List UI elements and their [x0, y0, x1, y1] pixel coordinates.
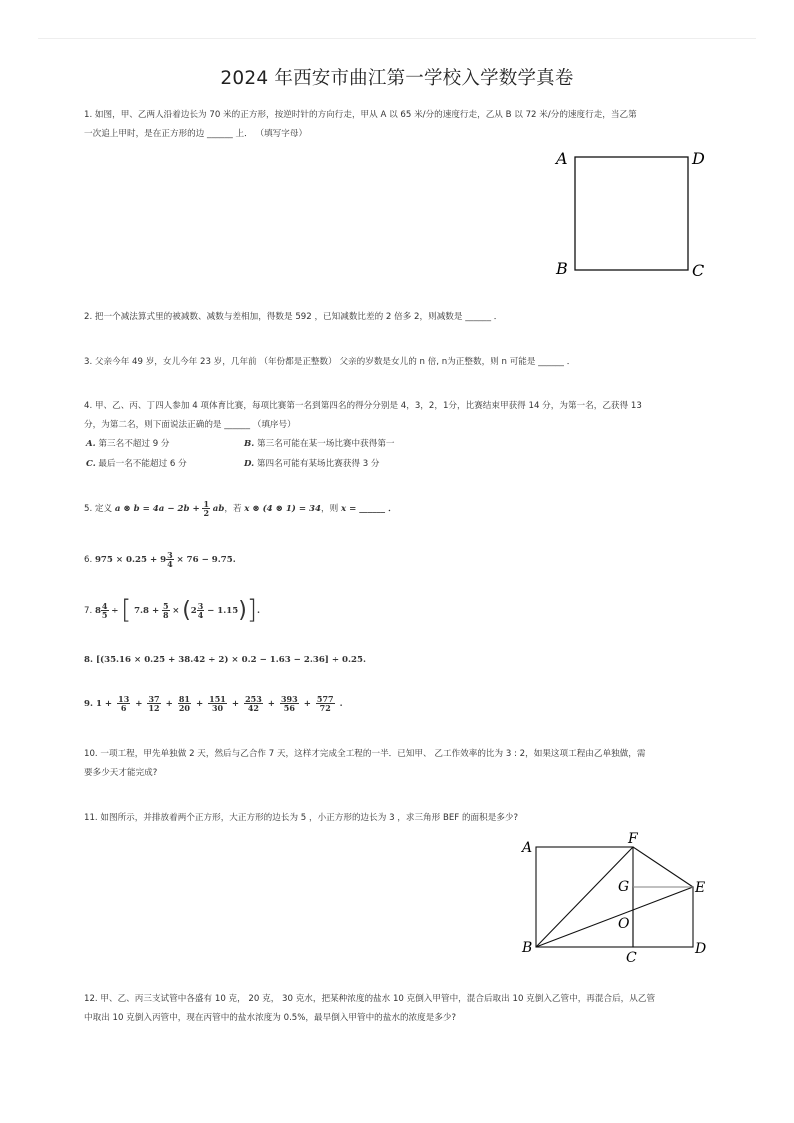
- question-5-definition: a ⊗ b = 4a − 2b +: [114, 504, 200, 514]
- fraction-den: 42: [244, 703, 263, 712]
- question-5-definition-tail: ab: [212, 504, 225, 514]
- header-divider: [38, 38, 756, 39]
- question-7-end: .: [256, 606, 260, 616]
- fraction-four-fifths: [101, 602, 109, 619]
- fraction-den: 12: [148, 703, 160, 713]
- question-1-line-1: 1. 如图，甲、乙两人沿着边长为 70 米的正方形，按逆时针的方向行走，甲从 A 以 65 米/分的速度行走，乙从 B 以 72 米/分的速度行走，当乙第: [84, 110, 637, 120]
- question-5-prefix: 5. 定义: [84, 504, 113, 514]
- option-d-letter: D.: [244, 459, 255, 469]
- question-11: 11. 如图所示，并排放着两个正方形，大正方形的边长为 5 ，小正方形的边长为 3 ，求三角形 BEF 的面积是多少?: [84, 813, 519, 823]
- question-9-fraction: [147, 695, 160, 712]
- plus-sign: +: [231, 699, 240, 709]
- label-e: E: [695, 880, 706, 896]
- question-9-terms: [115, 694, 336, 713]
- option-a-text: 第三名不超过 9 分: [98, 439, 170, 449]
- fraction-num: 37: [148, 694, 160, 704]
- fraction-three-quarters: [166, 551, 174, 568]
- fraction-den: 72: [316, 703, 335, 712]
- question-9-fraction: [117, 695, 130, 712]
- question-5-condition: x ⊗ (4 ⊗ 1) = 34: [244, 504, 322, 514]
- question-10: [84, 745, 724, 783]
- question-5-ask: x = ______ ．: [340, 504, 397, 514]
- label-g: G: [618, 879, 630, 895]
- fraction-den: 5: [101, 610, 108, 620]
- label-c: C: [692, 261, 705, 280]
- label-b: B: [556, 259, 568, 278]
- label-d: D: [692, 149, 705, 168]
- fraction-den: 6: [117, 703, 130, 712]
- times-sign: ×: [172, 606, 180, 616]
- fraction-den: 56: [280, 703, 299, 712]
- fraction-den: 2: [203, 508, 210, 518]
- question-12-line-1: 12. 甲、乙、丙三支试管中各盛有 10 克， 20 克， 30 克水，把某种浓度的盐水 10 克倒入甲管中，混合后取出 10 克倒入乙管中，再混合后，从乙管: [84, 994, 656, 1004]
- option-b: [244, 437, 395, 451]
- question-7-inner-a: 7.8 +: [134, 606, 160, 616]
- question-7-prefix: 7.: [84, 606, 93, 616]
- fraction-den: 8: [162, 610, 169, 620]
- segment-fe: [633, 847, 693, 887]
- fraction-num: 13: [118, 694, 130, 704]
- question-5-mid: ，若: [224, 504, 242, 514]
- question-2: 2. 把一个减法算式里的被减数、减数与差相加，得数是 592 ，已知减数比差的 2 倍多 2，则减数是 ______ ．: [84, 312, 503, 322]
- label-a: A: [522, 840, 533, 856]
- option-b-text: 第三名可能在某一场比赛中获得第一: [257, 439, 395, 449]
- small-square: [633, 887, 693, 947]
- page-title: 2024 年西安市曲江第一学校入学数学真卷: [220, 68, 574, 89]
- question-4-line-2: 分，为第二名，则下面说法正确的是 ______ （填序号）: [84, 420, 296, 430]
- question-6-expr-a: 975 × 0.25 + 9: [94, 555, 167, 565]
- label-b: B: [522, 940, 533, 956]
- question-10-line-1: 10. 一项工程，甲先单独做 2 天，然后与乙合作 7 天，这样才完成全工程的一半．已知甲、 乙工作效率的比为 3 : 2，如果这项工程由乙单独做，需: [84, 749, 646, 759]
- question-4: [84, 397, 724, 435]
- fraction-one-half: [202, 500, 210, 517]
- question-9-fraction: [316, 695, 335, 712]
- question-5-then: ，则: [321, 504, 339, 514]
- question-9-fraction: [280, 695, 299, 712]
- option-c-text: 最后一名不能超过 6 分: [98, 459, 187, 469]
- fraction-num: 253: [245, 694, 262, 704]
- option-c-letter: C.: [86, 459, 96, 469]
- right-bracket: ]: [246, 595, 257, 625]
- fraction-num: 393: [280, 694, 298, 704]
- square-abcd: [575, 157, 688, 270]
- question-7-whole-2: 2: [190, 606, 197, 616]
- option-b-letter: B.: [244, 439, 255, 449]
- fraction-num: 3: [197, 601, 204, 611]
- question-1-line-2: 一次追上甲时，是在正方形的边 ______ 上． （填写字母）: [84, 129, 308, 139]
- label-a: A: [556, 149, 568, 168]
- question-6: [84, 551, 236, 570]
- plus-sign: +: [195, 699, 204, 709]
- plus-sign: +: [303, 699, 311, 709]
- fraction-num: 4: [101, 601, 108, 611]
- fraction-num: 3: [167, 550, 173, 560]
- segment-bf: [536, 847, 633, 947]
- question-3: 3. 父亲今年 49 岁，女儿今年 23 岁，几年前 （年份都是正整数） 父亲的岁数是女儿的 n 倍, n为正整数，则 n 可能是 ______ ．: [84, 357, 576, 367]
- fraction-num: 81: [178, 694, 190, 704]
- question-10-line-2: 要多少天才能完成?: [84, 768, 158, 778]
- question-6-prefix: 6.: [84, 555, 93, 565]
- label-c: C: [626, 950, 637, 966]
- option-a: [86, 437, 170, 451]
- fraction-den: 4: [167, 559, 173, 569]
- fraction-den: 20: [178, 703, 190, 713]
- fraction-five-eighths: [162, 602, 170, 619]
- left-paren: (: [182, 598, 191, 623]
- question-7: [84, 595, 260, 625]
- question-9-fraction: [244, 695, 263, 712]
- plus-sign: +: [165, 699, 173, 709]
- question-12: [84, 990, 724, 1028]
- question-8: 8. [(35.16 × 0.25 + 38.42 ÷ 2) × 0.2 − 1.63 − 2.36] ÷ 0.25.: [84, 655, 366, 665]
- question-7-whole: 8: [94, 606, 101, 616]
- fraction-num: 577: [316, 694, 334, 704]
- label-d: D: [695, 941, 707, 957]
- two-squares-diagram: [514, 828, 719, 968]
- question-7-inner-b: − 1.15: [207, 606, 239, 616]
- right-paren: ): [238, 598, 247, 623]
- square-diagram: [548, 146, 718, 284]
- question-4-line-1: 4. 甲、乙、丙、丁四人参加 4 项体育比赛，每项比赛第一名到第四名的得分分别是 4，3，2，1分，比赛结束甲获得 14 分，为第一名，乙获得 13: [84, 401, 642, 411]
- question-6-expr-b: × 76 − 9.75.: [176, 555, 236, 565]
- option-d-text: 第四名可能有某场比赛获得 3 分: [256, 459, 380, 469]
- question-9-fraction: [178, 695, 191, 712]
- question-12-line-2: 中取出 10 克倒入丙管中，现在丙管中的盐水浓度为 0.5%，最早倒入甲管中的盐水的浓度是多少?: [84, 1013, 457, 1023]
- fraction-three-quarters: [197, 602, 205, 619]
- option-a-letter: A.: [86, 439, 96, 449]
- question-9-end: .: [339, 699, 343, 709]
- question-9-prefix: 9. 1 +: [84, 699, 113, 709]
- left-bracket: [: [121, 595, 132, 625]
- fraction-num: 5: [162, 601, 169, 611]
- plus-sign: +: [135, 699, 143, 709]
- fraction-num: 1: [203, 499, 210, 509]
- fraction-num: 151: [209, 694, 226, 704]
- question-9-fraction: [208, 695, 227, 712]
- question-5: [84, 500, 397, 519]
- question-9: [84, 695, 343, 714]
- label-o: O: [618, 916, 630, 932]
- label-f: F: [628, 831, 638, 847]
- fraction-den: 4: [197, 610, 204, 620]
- plus-sign: +: [267, 699, 275, 709]
- segment-be: [536, 887, 693, 947]
- question-1: [84, 106, 724, 144]
- option-d: [244, 457, 380, 471]
- option-c: [86, 457, 187, 471]
- fraction-den: 30: [208, 703, 227, 712]
- divide-sign: ÷: [111, 606, 119, 616]
